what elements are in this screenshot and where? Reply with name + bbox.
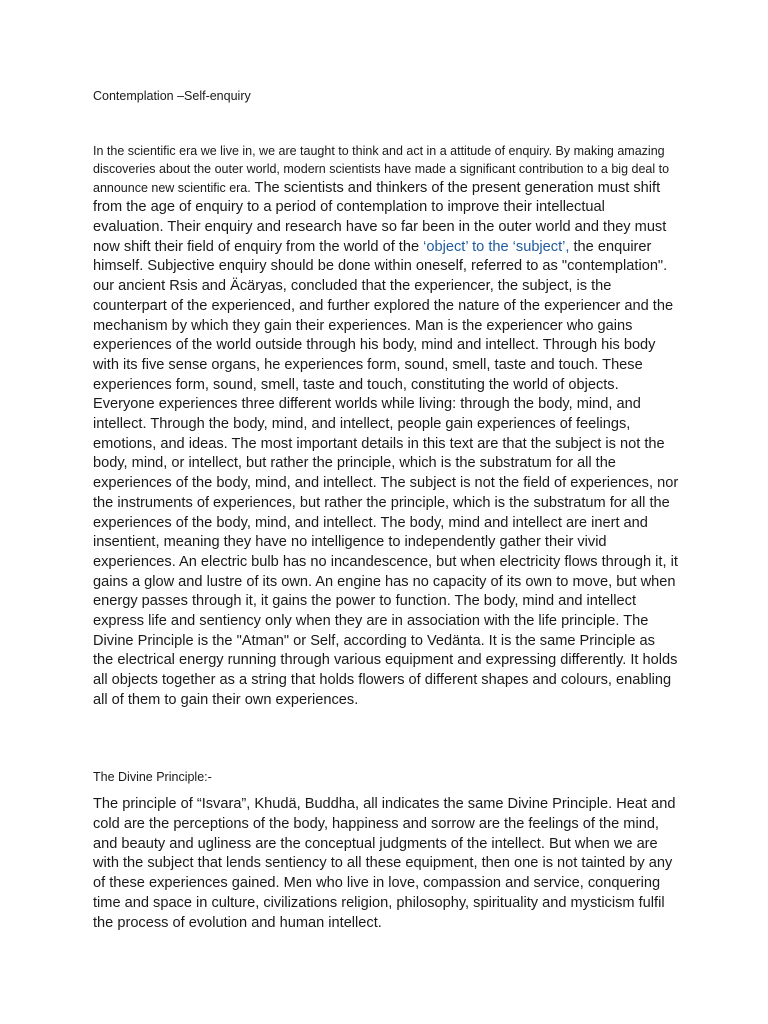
object-subject-link[interactable]: ‘object’ to the ‘subject’, — [423, 238, 570, 255]
paragraph-contemplation — [93, 142, 679, 711]
paragraph-divine-principle — [93, 795, 679, 934]
document-title: Contemplation –Self-enquiry — [93, 89, 251, 103]
intro-sentence: In the scientific era we live in, we are taught to think and act in a attitude of enquiry. By making amazing discoveries about the outer world, modern scientists have made a significant contribution to a big deal to announce new scientific era. — [93, 144, 670, 195]
section-heading-divine-principle: The Divine Principle:- — [93, 770, 212, 784]
divine-principle-text: The principle of “Isvara”, Khudä, Buddha, all indicates the same Divine Principle. Heat and cold are the perceptions of the body, happiness and sorrow are the feelings of the mind, and beauty and ugliness are the conceptual judgments of the intellect. But when we are with the subject that lends sentiency to all these equipment, then one is not tainted by any of these experiences gained. Men who live in love, compassion and service, conquering time and space in culture, civilizations religion, philosophy, spirituality and mysticism fulfil the process of evolution and human intellect. — [93, 796, 676, 931]
paragraph-text-before-link: The scientists and thinkers of the present generation must shift from the age of enquiry to a period of contemplation to improve their intellectual evaluation. Their enquiry and research have so far been in the outer world and they must now shift their field of enquiry from the world of the — [93, 179, 667, 255]
paragraph-text-after-link: the enquirer himself. Subjective enquiry should be done within oneself, referred to as "contemplation". our ancient Rsis and Äcäryas, concluded that the experiencer, the subject, is the counterpart of the experienced, and further explored the nature of the experiencer and the mechanism by which they gain their experiences. Man is the experiencer who gains experiences of the world outside through his body, mind and intellect. Through his body with its five sense organs, he experiences form, sound, smell, taste and touch. These experiences form, sound, smell, taste and touch, constituting the world of objects. Everyone experiences three different worlds while living: through the body, mind, and intellect. Through the body, mind, and intellect, people gain experiences of feelings, emotions, and ideas. The most important details in this text are that the subject is not the body, mind, or intellect, but rather the principle, which is the substratum for all the experiences of the body, mind, and intellect. The subject is not the field of experiences, nor the instruments of experiences, but rather the principle, which is the substratum for all the experiences of the body, mind, and intellect. The body, mind and intellect are inert and insentient, meaning they have no intelligence to independently gather their vivid experiences. An electric bulb has no incandescence, but when electricity flows through it, it gains a glow and lustre of its own. An engine has no capacity of its own to move, but when energy passes through it, it gains the power to function. The body, mind and intellect express life and sentiency only when they are in association with the life principle. The Divine Principle is the "Atman" or Self, according to Vedänta. It is the same Principle as the electrical energy running through various equipment and expressing differently. It holds all objects together as a string that holds flowers of different shapes and colours, enabling all of them to gain their own experiences. — [93, 238, 679, 708]
